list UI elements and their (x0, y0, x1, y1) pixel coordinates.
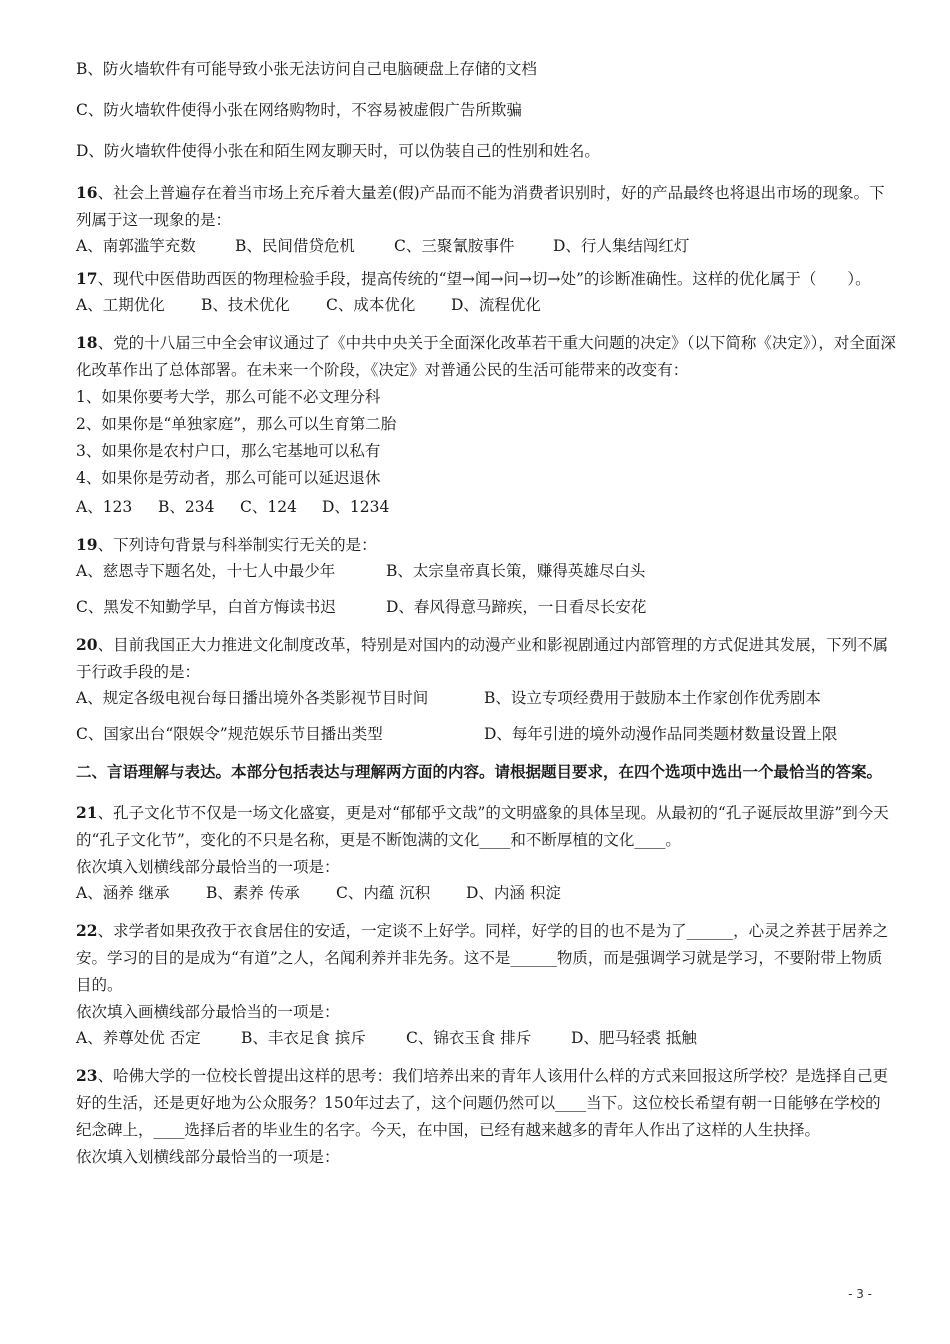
question-number: 19 (76, 535, 98, 554)
question-text: 、求学者如果孜孜于衣食居住的安适，一定谈不上好学。同样，好学的目的也不是为了______，心灵之养甚于居养之安。学习的目的是成为“有道”之人，名闻利养并非先务。这不是______物质，而是强调学习就是学习，不要附带上物质目的。 (76, 922, 889, 994)
question-text: 、下列诗句背景与科举制实行无关的是： (97, 536, 377, 554)
question-text: 、党的十八届三中全会审议通过了《中共中央关于全面深化改革若干重大问题的决定》（以下简称《决定》），对全面深化改革作出了总体部署。在未来一个阶段，《决定》对普通公民的生活可能带来的改变有： (76, 334, 896, 379)
option-b: B、技术优化 (201, 296, 290, 314)
question-text: 、社会上普遍存在着当市场上充斥着大量差(假)产品而不能为消费者识别时，好的产品最终也将退出市场的现象。下列属于这一现象的是： (76, 184, 885, 229)
question-prompt: 依次填入画横线部分最恰当的一项是： (76, 1003, 340, 1021)
prev-option-c: C、防火墙软件使得小张在网络购物时，不容易被虚假广告所欺骗 (76, 101, 522, 119)
option-d: D、每年引进的境外动漫作品同类题材数量设置上限 (484, 725, 838, 743)
question-16 (76, 179, 896, 234)
option-d: D、流程优化 (451, 296, 541, 314)
question-21-options (76, 881, 896, 903)
option-b: B、设立专项经费用于鼓励本土作家创作优秀剧本 (484, 689, 821, 707)
option-b: B、丰衣足食 摈斥 (241, 1029, 366, 1047)
question-20 (76, 631, 896, 686)
question-19-options-cd (76, 595, 896, 617)
option-c: C、成本优化 (326, 296, 416, 314)
page-number: - 3 - (848, 1287, 872, 1301)
section-heading: 二、言语理解与表达。本部分包括表达与理解两方面的内容。请根据题目要求，在四个选项中选出一个最恰当的答案。 (76, 762, 883, 781)
question-20-options-cd (76, 722, 896, 744)
option-d: D、1234 (322, 498, 390, 516)
option-c: C、三聚氰胺事件 (394, 237, 515, 255)
question-18-options (76, 495, 896, 517)
option-c: C、内蕴 沉积 (336, 884, 431, 902)
question-20-options-ab (76, 686, 896, 708)
option-d: D、春风得意马蹄疾，一日看尽长安花 (386, 598, 647, 616)
question-number: 23 (76, 1066, 98, 1085)
option-a: A、123 (76, 498, 133, 516)
option-a: A、南郭滥竽充数 (76, 237, 196, 255)
question-text: 、现代中医借助西医的物理检验手段，提高传统的“望→闻→问→切→处”的诊断准确性。这样的优化属于（ ）。 (97, 270, 871, 288)
option-d: D、肥马轻裘 抵触 (571, 1029, 697, 1047)
option-b: B、素养 传承 (206, 884, 300, 902)
option-c: C、黑发不知勤学早，白首方悔读书迟 (76, 598, 336, 616)
question-18 (76, 329, 896, 384)
list-item: 4、如果你是劳动者，那么可能可以延迟退休 (76, 469, 381, 487)
option-a: A、涵养 继承 (76, 884, 170, 902)
list-item: 3、如果你是农村户口，那么宅基地可以私有 (76, 442, 381, 460)
option-a: A、养尊处优 否定 (76, 1029, 201, 1047)
question-number: 22 (76, 921, 98, 940)
question-19-options-ab (76, 559, 896, 581)
question-16-options (76, 234, 896, 256)
question-22-options (76, 1026, 896, 1048)
list-item: 2、如果你是“单独家庭”，那么可以生育第二胎 (76, 415, 397, 433)
option-b: B、234 (158, 498, 215, 516)
question-17 (76, 265, 896, 293)
question-text: 、孔子文化节不仅是一场文化盛宴，更是对“郁郁乎文哉”的文明盛象的具体呈现。从最初的“孔子诞辰故里游”到今天的“孔子文化节”，变化的不只是名称，更是不断饱满的文化____和不断厚植的文化____。 (76, 804, 889, 849)
question-prompt: 依次填入划横线部分最恰当的一项是： (76, 1148, 340, 1166)
option-a: A、慈恩寺下题名处，十七人中最少年 (76, 562, 336, 580)
question-19 (76, 531, 896, 559)
option-c: C、锦衣玉食 排斥 (406, 1029, 532, 1047)
document-page (76, 56, 896, 1171)
question-number: 21 (76, 803, 98, 822)
list-item: 1、如果你要考大学，那么可能不必文理分科 (76, 388, 381, 406)
option-b: B、太宗皇帝真长策，赚得英雄尽白头 (386, 562, 646, 580)
option-c: C、124 (240, 498, 297, 516)
question-number: 20 (76, 635, 98, 654)
question-number: 18 (76, 333, 98, 352)
question-21 (76, 799, 896, 854)
option-d: D、内涵 积淀 (466, 884, 561, 902)
prev-option-d: D、防火墙软件使得小张在和陌生网友聊天时，可以伪装自己的性别和姓名。 (76, 142, 600, 160)
question-prompt: 依次填入划横线部分最恰当的一项是： (76, 858, 340, 876)
question-22 (76, 917, 896, 999)
question-17-options (76, 293, 896, 315)
option-c: C、国家出台“限娱令”规范娱乐节目播出类型 (76, 725, 383, 743)
question-23 (76, 1062, 896, 1144)
option-d: D、行人集结闯红灯 (553, 237, 690, 255)
question-number: 17 (76, 269, 98, 288)
prev-option-b: B、防火墙软件有可能导致小张无法访问自己电脑硬盘上存储的文档 (76, 60, 537, 78)
option-a: A、规定各级电视台每日播出境外各类影视节目时间 (76, 689, 429, 707)
option-b: B、民间借贷危机 (235, 237, 355, 255)
option-a: A、工期优化 (76, 296, 165, 314)
question-number: 16 (76, 183, 98, 202)
question-text: 、哈佛大学的一位校长曾提出这样的思考：我们培养出来的青年人该用什么样的方式来回报这所学校？是选择自己更好的生活，还是更好地为公众服务？150年过去了，这个问题仍然可以____当下。这位校长希望有朝一日能够在学校的纪念碑上，____选择后者的毕业生的名字。今天，在中国，已经有越来越多的青年人作出了这样的人生抉择。 (76, 1067, 889, 1139)
question-text: 、目前我国正大力推进文化制度改革，特别是对国内的动漫产业和影视剧通过内部管理的方式促进其发展，下列不属于行政手段的是： (76, 636, 889, 681)
